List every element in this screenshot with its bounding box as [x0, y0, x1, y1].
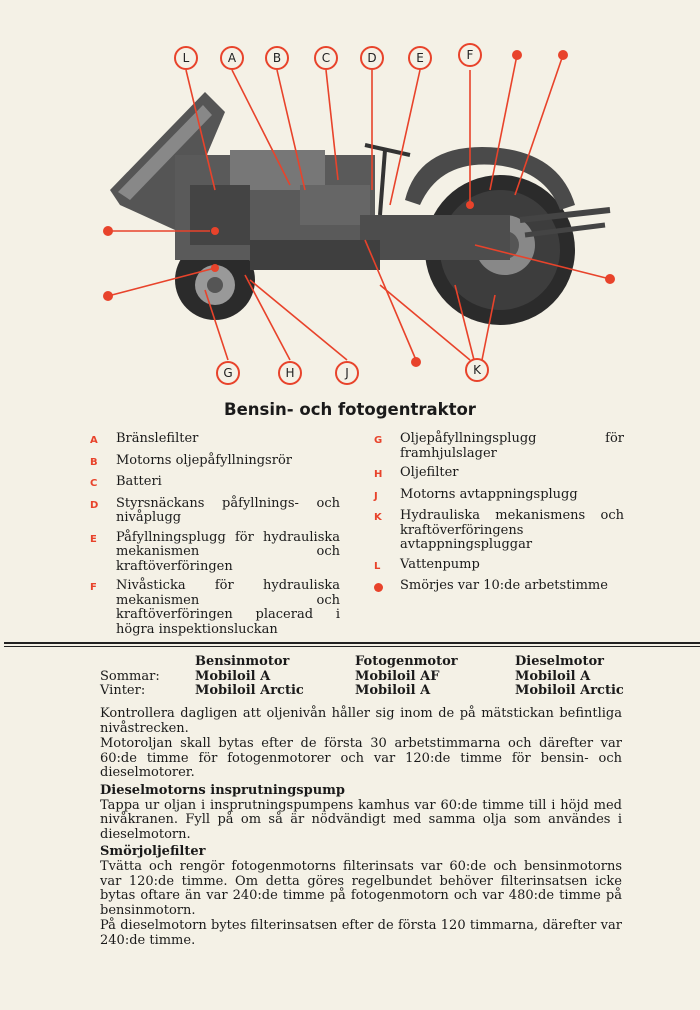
oil-cell: Mobiloil Arctic [515, 683, 624, 698]
svg-text:D: D [367, 51, 377, 65]
oil-table-header [100, 655, 624, 670]
legend-item [90, 454, 340, 471]
season-label: Vinter: [100, 683, 146, 698]
legend-text: Bränslefilter [116, 431, 199, 446]
oil-cell: Mobiloil A [195, 668, 271, 684]
legend-item [374, 488, 624, 505]
lubrication-dot [411, 357, 421, 367]
svg-text:K: K [473, 363, 481, 377]
oil-table-row [100, 684, 624, 699]
oil-cell: Mobiloil A [355, 683, 431, 698]
svg-text:C: C [321, 51, 331, 65]
paragraph: Tvätta och rengör fotogenmotorns filterinsats var 60:de och bensinmotorns var 120:de timme. Om detta göres regelbundet behöver filterinsatsen icke bytas oftare än var 240:de timme på fotogenmotorn och var 480:de timme på bensinmotorn. [100, 858, 622, 918]
section-heading: Smörjoljefilter [100, 844, 206, 860]
legend-text: Motorns oljepåfyllningsrör [116, 452, 292, 468]
tractor-diagram [0, 0, 700, 400]
legend-item [90, 531, 340, 575]
oil-header-cell: Fotogenmotor [355, 654, 458, 669]
callout-a [221, 47, 243, 69]
oil-header-cell: Bensinmotor [195, 654, 290, 669]
svg-text:B: B [272, 51, 282, 65]
legend-key: E [90, 533, 97, 545]
lubrication-dot [512, 50, 522, 60]
oil-header-cell: Dieselmotor [515, 654, 604, 669]
svg-text:A: A [227, 51, 237, 65]
callout-f [459, 44, 481, 66]
legend-text: Vattenpump [400, 556, 480, 572]
svg-text:H: H [285, 366, 295, 380]
divider [4, 646, 700, 647]
legend-text: Batteri [116, 474, 162, 489]
legend-text: Smörjes var 10:de arbetstimme [400, 578, 608, 593]
paragraph: Motoroljan skall bytas efter de första 30 arbetstimmarna och därefter var 60:de timme för fotogenmotorer och var 120:de timme för bensin- och dieselmotorer. [100, 736, 622, 781]
legend-key: B [90, 456, 98, 468]
legend-key: C [90, 478, 98, 489]
legend-item [374, 466, 624, 483]
legend-left [90, 432, 340, 642]
paragraph: På dieselmotorn bytes filterinsatsen efter de första 120 timmarna, därefter var 240:de timme. [100, 918, 622, 948]
legend-key: K [374, 512, 382, 523]
oil-cell: Mobiloil Arctic [195, 683, 304, 698]
lubrication-dot [211, 227, 219, 235]
legend-text: Oljefilter [400, 465, 459, 480]
lubrication-dot [103, 291, 113, 301]
oil-table [100, 655, 630, 699]
legend-text: Oljepåfyllningsplugg för framhjulslager [400, 431, 624, 461]
legend-key: G [374, 435, 383, 446]
callout-c [315, 47, 337, 69]
callout-j [336, 362, 358, 384]
callout-k [466, 359, 488, 381]
legend-item [90, 497, 340, 526]
legend-item [90, 579, 340, 637]
legend-key: L [374, 560, 381, 572]
callout-g [217, 362, 239, 384]
lubrication-dot [103, 226, 113, 236]
legend-item [374, 509, 624, 553]
lubrication-dot [558, 50, 568, 60]
legend-text: Nivåsticka för hydrauliska mekanismen och kraftöverföringen placerad i högra inspektionsluckan [116, 578, 340, 637]
svg-text:F: F [466, 48, 474, 62]
svg-text:G: G [223, 366, 233, 380]
page-title: Bensin- och fotogentraktor [224, 400, 476, 419]
oil-cell: Mobiloil AF [355, 668, 440, 684]
svg-text:J: J [345, 366, 349, 380]
lubrication-dot [466, 201, 474, 209]
legend-item [374, 432, 624, 461]
instructions-text [100, 707, 622, 950]
divider [4, 642, 700, 644]
legend-item [374, 579, 624, 598]
legend-right [374, 432, 624, 603]
tractor-illustration [110, 92, 610, 325]
legend-key: F [90, 582, 97, 593]
oil-table-row [100, 670, 624, 685]
legend-text: Motorns avtappningsplugg [400, 486, 578, 502]
lubrication-dot [211, 264, 219, 272]
callout-h [279, 362, 301, 384]
svg-text:E: E [416, 51, 424, 65]
legend-item [90, 475, 340, 492]
paragraph: Kontrollera dagligen att oljenivån håller sig inom de på mätstickan befintliga nivåstrecken. [100, 706, 622, 736]
lubrication-dot [605, 274, 615, 284]
legend-item [374, 558, 624, 575]
paragraph: Tappa ur oljan i insprutningspumpens kamhus var 60:de timme till i höjd med nivåkranen. Fyll på om så är nödvändigt med samma olja som användes i dieselmotorn. [100, 797, 622, 842]
legend-key: A [90, 435, 98, 446]
oil-header-cell [100, 655, 195, 670]
callout-l [175, 47, 197, 69]
callout-b [266, 47, 288, 69]
legend-text: Styrsnäckans påfyllnings- och nivåplugg [116, 495, 340, 525]
lubrication-dot-icon [374, 579, 400, 598]
section-heading: Dieselmotorns insprutningspump [100, 782, 346, 798]
svg-text:L: L [182, 51, 190, 65]
legend-text: Påfyllningsplugg för hydrauliska mekanismen och kraftöverföringen [116, 529, 340, 574]
legend-key: H [374, 469, 383, 480]
oil-cell: Mobiloil A [515, 668, 591, 684]
season-label: Sommar: [100, 668, 160, 684]
callout-d [361, 47, 383, 69]
legend-item [90, 432, 340, 449]
legend-text: Hydrauliska mekanismens och kraftöverföringens avtappningspluggar [400, 508, 624, 552]
legend-key: J [374, 490, 378, 502]
legend-key: D [90, 499, 99, 511]
callout-e [409, 47, 431, 69]
